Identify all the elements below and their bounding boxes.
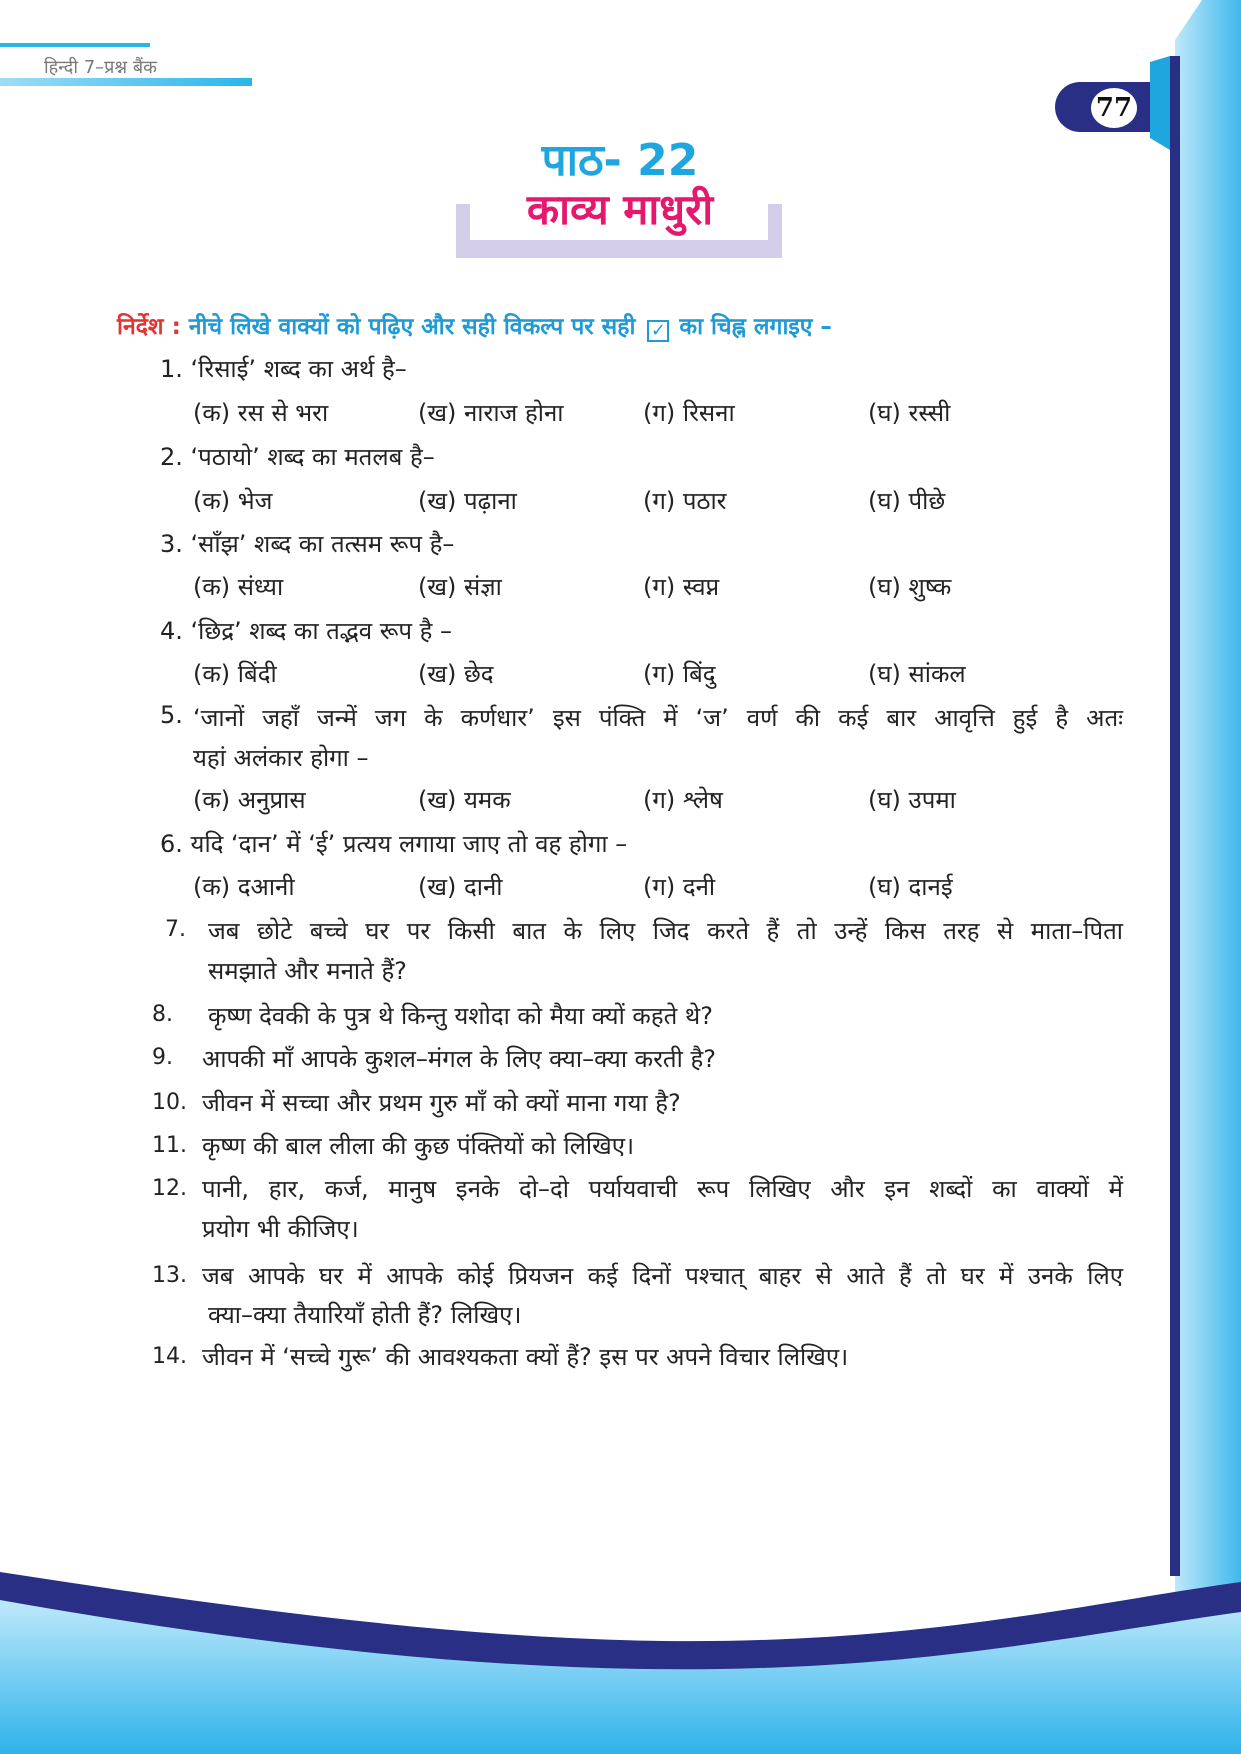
chapter-name: काव्य माधुरी (526, 185, 714, 234)
question-13-line2: क्या–क्या तैयारियाँ होती हैं? लिखिए। (208, 1301, 522, 1329)
instruction-text: नीचे लिखे वाक्यों को पढ़िए और सही विकल्प पर सही (188, 314, 636, 340)
checkbox-icon: ✓ (647, 320, 669, 342)
option: (घ) उपमा (868, 786, 956, 814)
option: (क) संध्या (193, 573, 284, 601)
mcq-number: 2. (160, 443, 183, 471)
option: (घ) शुष्क (868, 573, 952, 601)
option: (घ) पीछे (868, 487, 946, 515)
right-band (1175, 0, 1241, 1754)
question-7-line1: जब छोटे बच्चे घर पर किसी बात के लिए जिद करते हैं तो उन्हें किस तरह से माता–पिता (208, 917, 1123, 945)
question-10: जीवन में सच्चा और प्रथम गुरु माँ को क्यों माना गया है? (202, 1089, 681, 1117)
option: (क) भेज (193, 487, 273, 515)
question-number: 10. (152, 1090, 187, 1115)
mcq-text: ‘साँझ’ शब्द का तत्सम रूप है– (190, 530, 455, 558)
option: (ग) श्लेष (643, 786, 723, 814)
question-14: जीवन में ‘सच्चे गुरू’ की आवश्यकता क्यों हैं? इस पर अपने विचार लिखिए। (202, 1343, 849, 1371)
mcq-4 (160, 614, 452, 647)
option: (ख) यमक (418, 786, 511, 814)
option: (घ) रस्सी (868, 399, 951, 427)
instruction-label: निर्देश : (117, 314, 181, 340)
question-11: कृष्ण की बाल लीला की कुछ पंक्तियों को लिखिए। (202, 1132, 635, 1160)
question-number: 8. (152, 1002, 173, 1027)
mcq-text: यदि ‘दान’ में ‘ई’ प्रत्यय लगाया जाए तो वह होगा – (190, 830, 628, 858)
question-7-line2: समझाते और मनाते हैं? (208, 957, 407, 985)
option: (ग) पठार (643, 487, 727, 515)
mcq-number: 3. (160, 530, 183, 558)
option: (क) बिंदी (193, 660, 277, 688)
chapter-number: पाठ- 22 (541, 135, 699, 186)
question-8: कृष्ण देवकी के पुत्र थे किन्तु यशोदा को मैया क्यों कहते थे? (208, 1002, 713, 1030)
question-number: 7. (165, 917, 186, 942)
question-12-line1: पानी, हार, कर्ज, मानुष इनके दो–दो पर्यायवाची रूप लिखिए और इन शब्दों का वाक्यों में (202, 1175, 1123, 1203)
right-navy-bar (1170, 56, 1180, 1576)
mcq-text: ‘रिसाई’ शब्द का अर्थ है– (190, 355, 407, 383)
question-13-line1: जब आपके घर में आपके कोई प्रियजन कई दिनों पश्चात् बाहर से आते हैं तो घर में उनके लिए (202, 1262, 1123, 1290)
option: (ख) छेद (418, 660, 494, 688)
mcq-number: 6. (160, 830, 183, 858)
mcq-number: 5. (160, 701, 183, 729)
option: (क) दआनी (193, 873, 295, 901)
mcq-1 (160, 352, 407, 385)
question-number: 13. (152, 1263, 187, 1288)
question-9: आपकी माँ आपके कुशल–मंगल के लिए क्या–क्या करती है? (202, 1045, 716, 1073)
mcq-5-line1: ‘जानों जहाँ जन्में जग के कर्णधार’ इस पंक्ति में ‘ज’ वर्ण की कई बार आवृत्ति हुई है अतः (193, 704, 1123, 732)
mcq-5-line2: यहां अलंकार होगा – (193, 744, 369, 772)
option: (क) अनुप्रास (193, 786, 306, 814)
mcq-text: ‘छिद्र’ शब्द का तद्भव रूप है – (190, 617, 453, 645)
question-number: 9. (152, 1045, 173, 1070)
option: (ख) दानी (418, 873, 503, 901)
mcq-2 (160, 440, 435, 473)
tab-fold (1150, 56, 1170, 150)
mcq-text: ‘पठायो’ शब्द का मतलब है– (190, 443, 435, 471)
instruction (117, 309, 832, 342)
option: (ग) रिसना (643, 399, 735, 427)
option: (ख) पढ़ाना (418, 487, 517, 515)
option: (ग) स्वप्न (643, 573, 720, 601)
book-title: हिन्दी 7–प्रश्न बैंक (44, 57, 157, 78)
option: (घ) दानई (868, 873, 953, 901)
option: (क) रस से भरा (193, 399, 329, 427)
question-number: 11. (152, 1133, 187, 1158)
option: (ख) संज्ञा (418, 573, 502, 601)
instruction-tail: का चिह्न लगाइए – (679, 314, 832, 340)
question-12-line2: प्रयोग भी कीजिए। (202, 1215, 359, 1243)
mcq-6 (160, 827, 627, 860)
question-number: 14. (152, 1344, 187, 1369)
option: (घ) सांकल (868, 660, 966, 688)
option: (ग) बिंदु (643, 660, 716, 688)
mcq-number: 4. (160, 617, 183, 645)
option: (ख) नाराज होना (418, 399, 564, 427)
question-number: 12. (152, 1176, 187, 1201)
page-number: 77 (1091, 88, 1137, 128)
option: (ग) दनी (643, 873, 716, 901)
mcq-number: 1. (160, 355, 183, 383)
mcq-3 (160, 527, 454, 560)
